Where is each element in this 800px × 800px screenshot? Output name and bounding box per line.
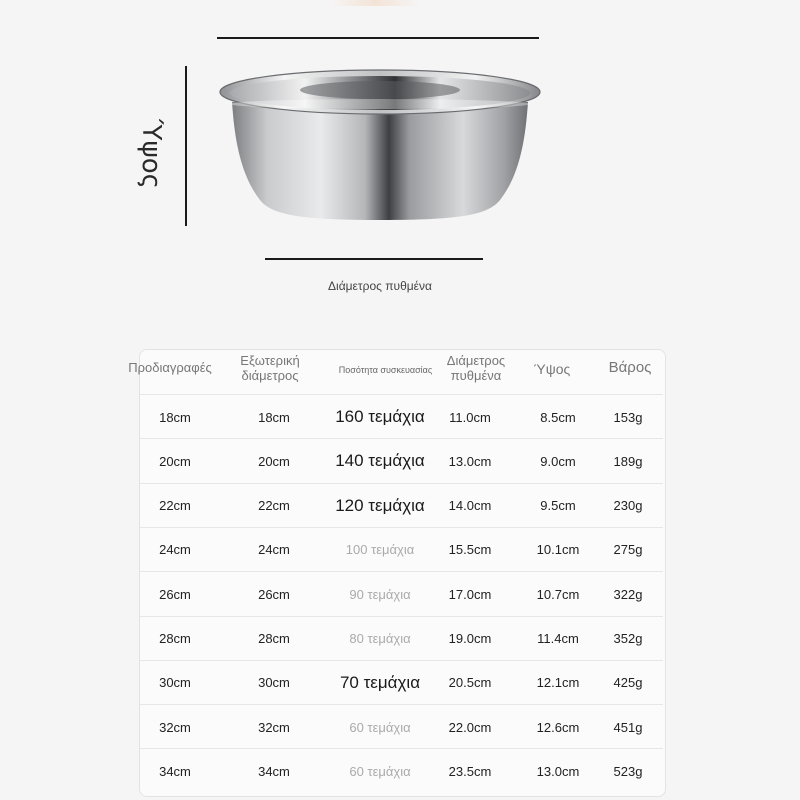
- header-outer-diameter: Εξωτερική διάμετρος: [240, 353, 300, 383]
- height-line: [185, 66, 187, 226]
- row-spec: 18cm: [159, 409, 191, 425]
- row-spec: 32cm: [159, 719, 191, 735]
- row-pack-quantity: 160 τεμάχια: [335, 407, 425, 426]
- bowl-image: [210, 60, 550, 235]
- row-outer-diameter: 30cm: [258, 675, 290, 691]
- row-pack-quantity: 80 τεμάχια: [349, 631, 411, 646]
- header-height: Ύψος: [533, 361, 571, 377]
- header-spec: Προδιαγραφές: [128, 360, 212, 375]
- row-outer-diameter: 32cm: [258, 719, 290, 735]
- table-row: [140, 748, 663, 793]
- row-height: 12.1cm: [536, 675, 580, 691]
- table-row: [140, 527, 663, 572]
- row-height: 10.7cm: [536, 586, 580, 602]
- top-glow: [330, 0, 420, 6]
- base-diameter-label: Διάμετρος πυθμένα: [328, 279, 432, 293]
- height-label: Ύψος: [136, 119, 166, 189]
- row-height: 11.4cm: [537, 631, 579, 646]
- row-outer-diameter: 24cm: [258, 542, 290, 558]
- row-pack-quantity: 60 τεμάχια: [349, 719, 411, 735]
- row-base-diameter: 13.0cm: [448, 453, 492, 469]
- row-height: 9.0cm: [540, 453, 576, 469]
- table-row: [140, 394, 663, 439]
- row-base-diameter: 22.0cm: [448, 719, 492, 735]
- row-weight: 425g: [613, 675, 643, 691]
- row-outer-diameter: 20cm: [258, 453, 290, 469]
- row-height: 12.6cm: [536, 719, 580, 735]
- row-spec: 20cm: [159, 453, 191, 469]
- base-diameter-line: [265, 258, 483, 260]
- row-spec: 24cm: [159, 542, 191, 558]
- row-outer-diameter: 26cm: [258, 586, 290, 602]
- row-spec: 22cm: [159, 498, 191, 514]
- header-weight: Βάρος: [608, 359, 652, 376]
- table-row: [140, 660, 663, 705]
- row-spec: 34cm: [159, 763, 191, 779]
- row-pack-quantity: 140 τεμάχια: [335, 451, 425, 471]
- row-height: 8.5cm: [540, 409, 576, 425]
- row-base-diameter: 20.5cm: [448, 675, 492, 691]
- row-spec: 28cm: [159, 631, 191, 646]
- row-weight: 523g: [613, 763, 643, 779]
- row-height: 10.1cm: [536, 542, 580, 558]
- row-weight: 275g: [613, 542, 643, 558]
- row-base-diameter: 11.0cm: [449, 409, 491, 425]
- table-row: [140, 438, 663, 483]
- table-row: [140, 571, 663, 616]
- row-base-diameter: 19.0cm: [448, 631, 492, 646]
- row-height: 13.0cm: [536, 763, 580, 779]
- row-weight: 451g: [613, 719, 643, 735]
- row-weight: 322g: [613, 586, 643, 602]
- header-base-diameter: Διάμετρος πυθμένα: [446, 353, 506, 383]
- row-base-diameter: 17.0cm: [448, 586, 492, 602]
- row-pack-quantity: 100 τεμάχια: [345, 542, 415, 558]
- row-base-diameter: 23.5cm: [448, 763, 492, 779]
- row-pack-quantity: 90 τεμάχια: [349, 586, 411, 602]
- row-base-diameter: 15.5cm: [448, 542, 492, 558]
- row-base-diameter: 14.0cm: [448, 498, 492, 514]
- outer-diameter-line: [217, 37, 539, 39]
- row-outer-diameter: 18cm: [258, 409, 290, 425]
- row-spec: 30cm: [159, 675, 191, 691]
- row-pack-quantity: 70 τεμάχια: [339, 672, 421, 692]
- table-row: [140, 483, 663, 528]
- row-weight: 189g: [613, 453, 643, 469]
- row-pack-quantity: 60 τεμάχια: [349, 763, 411, 779]
- row-spec: 26cm: [159, 586, 191, 602]
- table-row: [140, 704, 663, 749]
- row-outer-diameter: 28cm: [258, 631, 290, 646]
- row-outer-diameter: 22cm: [258, 498, 290, 514]
- row-weight: 230g: [613, 498, 643, 514]
- row-outer-diameter: 34cm: [258, 763, 290, 779]
- table-row: [140, 616, 663, 661]
- header-pack-quantity: Ποσότητα συσκευασίας: [338, 365, 433, 375]
- row-weight: 352g: [613, 631, 643, 646]
- row-weight: 153g: [613, 409, 643, 425]
- row-pack-quantity: 120 τεμάχια: [335, 495, 425, 515]
- row-height: 9.5cm: [540, 498, 576, 514]
